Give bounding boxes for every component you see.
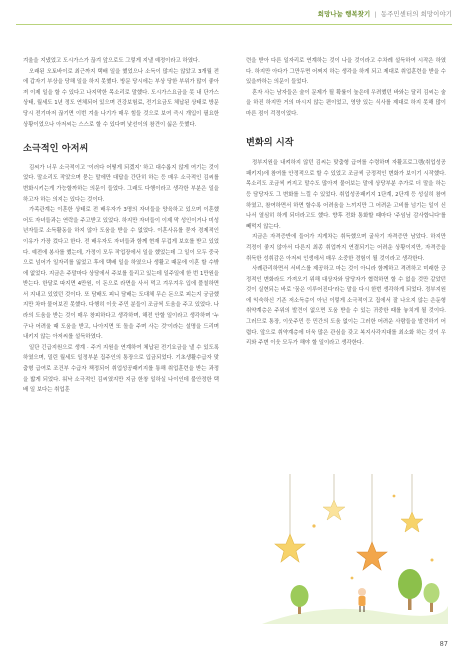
star-icon: [357, 542, 387, 570]
sparkle-icon: [351, 577, 354, 580]
sparkle-icon: [312, 524, 315, 527]
section-title: 변화의 시작: [246, 136, 294, 148]
header-separator: |: [374, 10, 377, 18]
star-icon: [275, 534, 305, 562]
paragraph: 혼자 사는 남자들은 술이 문제가 될 확률이 높은데 우려했던 바와는 달리 김씨는 술을 하진 하지만 거의 마시지 않는 편이었고, 영양 있는 식사를 제대로 하지 못해 많이 마른 점이 걱정이었다.: [246, 89, 446, 117]
star-icon: [401, 512, 423, 532]
paragraph: 련을 받아 다른 일자리로 연계하는 것이 나을 것이라고 수차례 설득하여 시작은 하였다. 하지만 아다가 그만두면 어쩌지 하는 생각을 하게 되고 제대로 취업훈련을 받을 수 있을까하는 의문이 들었다.: [246, 58, 446, 86]
star-icon: [323, 500, 345, 520]
sparkle-icon: [393, 495, 396, 498]
tree-icon: [424, 583, 440, 612]
right-column: [246, 56, 446, 349]
paragraph: 정부지원을 내켜하지 않던 김씨는 맞춤형 급여를 수령하며 자활프로그램(취업성공패키지)에 참여를 안정적으로 할 수 있었고 조금씩 긍정적인 변화가 보이기 시작했다. 목소리도 조금씩 커지고 말수도 많아져 물어보는 말에 상당부분 추가로 더 말을 하는 등 담당자도 그 변화를 느낄 수 있었다. 취업성공패키지 1단계, 2단계 등 성실히 참여하였고, 참여하면서 하면 할수록 어려움을 느끼지만 그 어려운 고비를 넘기는 일이 신나서 열심히 하게 되더라고도 했다. 향후 전화 통화할 때마다 '주임님 감사합니다'를 빼먹지 않는다.: [246, 160, 446, 230]
header-text: [318, 9, 452, 18]
tree-icon: [291, 585, 309, 614]
header-subtitle: 동주민센터의 희망이야기: [380, 10, 452, 18]
child-figure-icon: [358, 588, 366, 612]
left-column: [23, 56, 219, 396]
paragraph: 사례관리하면서 서비스를 제공하고 마는 것이 아니라 함께하고 격려하고 미래한 긍정적인 변화라도 가져오기 위해 대상자와 담당자가 협력하면 할 수 없을 것만 같았던 것이 실현되는 바로 '꿈은 이루어진다'라는 말을 다시 한번 생각하게 되었다. 정부지원에 익숙하신 기존 저소득층이 아닌 이렇게 소극적이고 집에서 잘 나오지 않는 은둔형 취약계층은 주위의 발견이 없으면 도움 받을 수 있는 귀중한 때를 놓치게 될 것이다. 그러므로 통장, 이웃주민 등 민간의 도움 없이는 그러한 어려운 사람들을 발견하기 어렵다. 앞으로 취약계층에 더욱 많은 관심을 갖고 복지사각지대를 최소화 하는 것이 우리와 주변 이웃 모두가 해야 할 일이라고 생각한다.: [246, 266, 446, 347]
header-rule: [16, 24, 452, 25]
header-series: 희망나눔 행복찾기: [317, 10, 371, 18]
paragraph: 겨울을 지냈었고 도시가스가 끊겨 앞으로도 그렇게 지낼 예정이라고 하였다.: [23, 58, 200, 64]
paragraph: 김씨가 너무 소극적이고 '이러다 어떻게 되겠지' 하고 대수롭지 않게 여기는 것이었다. 말소리도 작았으며 묻는 말에만 대답을 간단히 하는 등 매우 소극적인 김씨를 변화시키는게 가능할까하는 의문이 들었다. 그래도 다행이라고 생각한 부분은 일을 하고자 하는 의지는 있다는 것이다.: [23, 164, 219, 203]
paragraph: 가족관계는 이혼한 상태로 전 배우자가 3명의 자녀들을 양육하고 있으며 이혼했어도 자녀들과는 연락을 주고받고 있었다. 하지만 자녀들이 이제 막 성인이거나 미성년자들로 소득활동을 하지 않아 도움을 받을 수 없었다. 이혼사유를 묻자 경제적인 이유가 가장 컸다고 한다. 전 배우자도 자녀들과 함께 현재 무겁게 보호를 받고 있었다. 예전에 봉사를 했는데, 가정이 모두 작업장에서 일을 했었는데 그 일이 모두 중국으로 넘어가 일자리를 잃었고 후에 택배 일을 하였으나 생활고 때문에 이혼 할 수밖에 없었다. 지금은 주말마다 상담에서 주보를 들리고 있는데 일주일에 한 번 1만원을 받는다. 한달로 따지면 4만원, 이 돈으로 라면을 사서 먹고 겨우겨우 입에 풀칠하면서 지내고 있었던 것이다. 또 담배도 피니 담배는 도대체 무슨 돈으로 피는지 궁금했지만 차마 물어보진 못했다. 다행히 이웃 주민 분들이 조금씩 도움을 주고 있었다. 나라의 도움을 받는 것이 매우 창피하다고 생각하며, 해전 안할 일이라고 생각하며 '누구나 어려울 때 도움을 받고, 나아지면 또 돌을 주며 사는 것'이라는 설명을 드리며 내키지 않는 아저씨를 설득하였다.: [23, 207, 219, 341]
ground: [262, 606, 448, 624]
tree-icon: [398, 569, 422, 610]
sparkle-icon: [431, 559, 434, 562]
page-header: [0, 0, 468, 30]
page-number: 87: [439, 640, 448, 648]
paragraph: 일단 긴급지원으로 생계 · 주거 지원을 연계하여 체납된 전기요금을 낼 수 있도록 하였으며, 밀린 월세도 일정부분 집주인의 통장으로 입금되었다. 기초생활수급자 맞춤형 급여로 조건부 수급자 책정되어 취업성공패키지를 통해 취업훈련을 받는 과정을 밟게 되었다. 워낙 소극적인 김씨였지만 지금 한창 일하실 나이인데 불안정한 택배 일 보다는 취업훈: [23, 344, 219, 394]
section-title: 소극적인 아저씨: [23, 143, 89, 155]
paragraph: 오래된 오토바이로 최근까지 택배 일을 했었으나 소득이 많지는 않았고 3개월 전에 갑자기 부상을 당해 일을 하지 못했다. 방문 당시에는 부상 당한 부위가 많이 좋아져 이제 일을 할 수 있다고 나지막한 목소리로 말했다. 도시가스요금을 못 내 단가스 상태, 월세도 1년 정도 연체되어 있으며 건강보험료, 전기요금도 체납된 상태로 방문 당시 전기마저 끊기면 이번 겨울 나기가 매우 힘들 것으로 보여 즉시 개입이 필요한 상황이었으나 아저씨는 스스로 할 수 있다며 낯선이의 참견이 싫은 듯했다.: [23, 68, 219, 128]
paragraph: 지금은 자격증반에 들어가 지게차는 취득했으며 굴삭기 자격증만 남았다. 하지만 걱정이 좋지 않아서 다른지 최종 취업까지 연결되기는 어려운 상황이지만, 자격증을 취득한 성취감은 아저씨 인생에서 매우 소중한 경험이 될 것이라고 생각한다.: [246, 234, 446, 262]
stars-and-trees-illustration: [262, 474, 448, 624]
